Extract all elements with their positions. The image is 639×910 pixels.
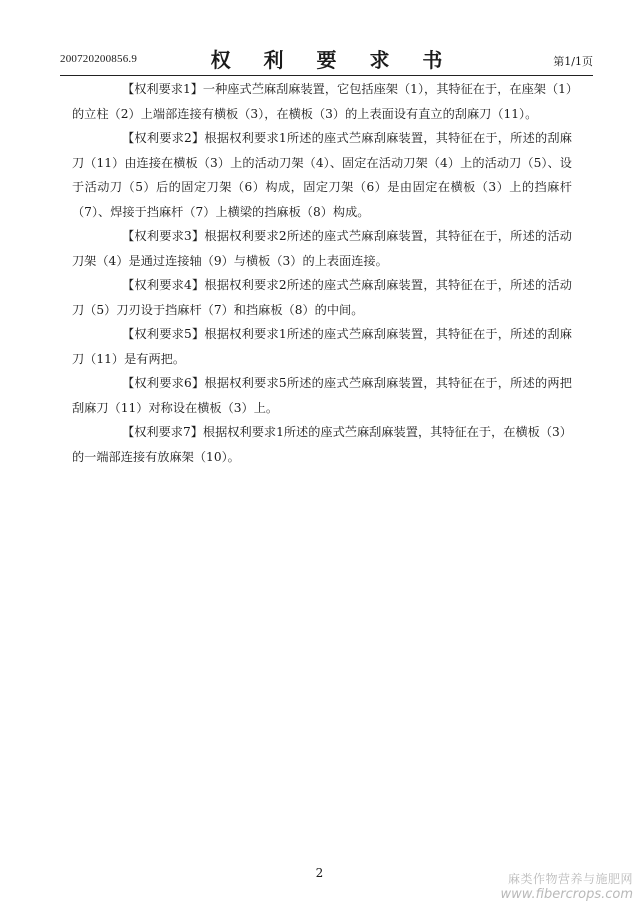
claim-text: 一种座式苎麻刮麻装置，它包括座架（1），其特征在于，在座架（1）的立柱（2）上端部连接有横板（3），在横板（3）的上表面设有直立的刮麻刀（11）。 <box>72 82 572 121</box>
claim-paragraph <box>72 273 572 322</box>
watermark-url: www.fibercrops.com <box>500 887 633 902</box>
header-divider <box>60 75 593 76</box>
claim-paragraph <box>72 420 572 469</box>
claim-text: 根据权利要求1所述的座式苎麻刮麻装置，其特征在于，所述的刮麻刀（11）是有两把。 <box>72 327 572 366</box>
page-number: 2 <box>315 866 324 880</box>
claim-paragraph <box>72 77 572 126</box>
claim-text: 根据权利要求2所述的座式苎麻刮麻装置，其特征在于，所述的活动刀（5）刀刃设于挡麻杆（7）和挡麻板（8）的中间。 <box>72 278 572 317</box>
claim-text: 根据权利要求1所述的座式苎麻刮麻装置，其特征在于，在横板（3）的一端部连接有放麻架（10）。 <box>72 425 572 464</box>
claim-tag: 【权利要求7】 <box>122 425 203 439</box>
claim-text: 根据权利要求1所述的座式苎麻刮麻装置，其特征在于，所述的刮麻刀（11）由连接在横板（3）上的活动刀架（4）、固定在活动刀架（4）上的活动刀（5）、设于活动刀（5）后的固定刀架（6）构成，固定刀架（6）是由固定在横板（3）上的挡麻杆（7）、焊接于挡麻杆（7）上横梁的挡麻板（8）构成。 <box>72 131 572 219</box>
watermark-site-name: 麻类作物营养与施肥网 <box>507 872 633 886</box>
claim-paragraph <box>72 224 572 273</box>
claim-paragraph <box>72 126 572 224</box>
claim-tag: 【权利要求2】 <box>122 131 205 145</box>
claim-tag: 【权利要求6】 <box>122 376 205 390</box>
document-header <box>60 44 593 74</box>
claim-tag: 【权利要求5】 <box>122 327 205 341</box>
claim-text: 根据权利要求5所述的座式苎麻刮麻装置，其特征在于，所述的两把刮麻刀（11）对称设在横板（3）上。 <box>72 376 572 415</box>
application-number: 200720200856.9 <box>60 53 138 65</box>
document-title: 权 利 要 求 书 <box>210 48 456 72</box>
claim-tag: 【权利要求1】 <box>122 82 203 96</box>
claim-paragraph <box>72 371 572 420</box>
claims-list <box>72 77 572 469</box>
claim-paragraph <box>72 322 572 371</box>
site-watermark <box>500 872 633 902</box>
claim-tag: 【权利要求4】 <box>122 278 205 292</box>
claim-tag: 【权利要求3】 <box>122 229 205 243</box>
page-count-label: 第1/1页 <box>553 55 593 68</box>
claim-text: 根据权利要求2所述的座式苎麻刮麻装置，其特征在于，所述的活动刀架（4）是通过连接轴（9）与横板（3）的上表面连接。 <box>72 229 572 268</box>
